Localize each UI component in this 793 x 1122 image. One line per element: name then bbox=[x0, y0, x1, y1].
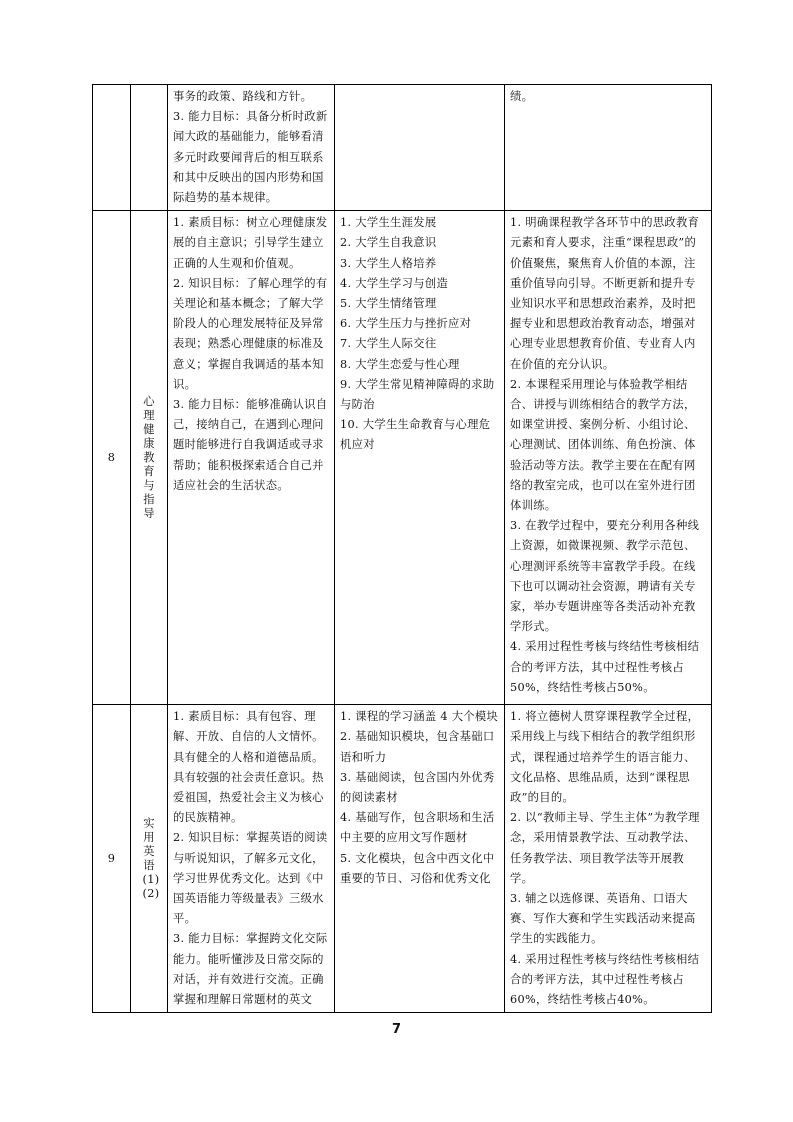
content-item: 6. 大学生压力与挫折应对 bbox=[340, 317, 472, 331]
goal-paragraph: 2. 知识目标：掌握英语的阅读与听说知识，了解多元文化，学习世界优秀文化。达到《中国英语能力等级量表》三级水平。 bbox=[173, 831, 328, 926]
requirement-paragraph: 2. 本课程采用理论与体验教学相结合、讲授与训练相结合的教学方法，如课堂讲授、案例分析、小组讨论、心理测试、团体训练、角色扮演、体验活动等方法。教学主要在在配有网络的教室完成，也可以在室外进行团体训练。 bbox=[510, 377, 696, 513]
content-item: 8. 大学生恋爱与性心理 bbox=[340, 357, 460, 371]
course-name-cell bbox=[131, 705, 168, 1013]
goal-paragraph: 3. 能力目标：掌握跨文化交际能力。能听懂涉及日常交际的对话，并有效进行交流。正确掌握和理解日常题材的英文 bbox=[173, 932, 328, 1007]
teaching-requirements-cell bbox=[505, 211, 712, 705]
content-item: 2. 基础知识模块，包含基础口语和听力 bbox=[340, 730, 495, 764]
teaching-requirements-cell bbox=[505, 705, 712, 1013]
course-number: 9 bbox=[107, 851, 116, 865]
course-number-cell bbox=[93, 705, 131, 1013]
page-number: 7 bbox=[391, 1022, 402, 1037]
goal-paragraph: 1. 素质目标：树立心理健康发展的自主意识；引导学生建立正确的人生观和价值观。 bbox=[173, 216, 328, 270]
course-table-body bbox=[93, 85, 712, 1013]
course-content-cell bbox=[335, 705, 505, 1013]
course-goals-cell bbox=[168, 211, 335, 705]
content-item: 3. 基础阅读，包含国内外优秀的阅读素材 bbox=[340, 770, 495, 805]
goal-paragraph: 1. 素质目标：具有包容、理解、开放、自信的人文情怀。具有健全的人格和道德品质。具有较强的社会责任意识。热爱祖国，热爱社会主义为核心的民族精神。 bbox=[173, 710, 324, 825]
requirement-paragraph: 4. 采用过程性考核与终结性考核相结合的考评方法，其中过程性考核占50%，终结性考核占50%。 bbox=[510, 640, 700, 694]
course-number-cell bbox=[93, 211, 131, 705]
goal-paragraph: 2. 知识目标：了解心理学的有关理论和基本概念；了解大学阶段人的心理发展特征及异常表现；熟悉心理健康的标准及意义；掌握自我调适的基本知识。 bbox=[173, 276, 328, 391]
course-name: 实用英语(1)(2) bbox=[142, 816, 160, 900]
course-goals-cell bbox=[168, 705, 335, 1013]
course-number: 8 bbox=[107, 450, 116, 464]
content-item: 9. 大学生常见精神障碍的求助与防治 bbox=[340, 377, 495, 412]
course-name: 心理健康教育与指导 bbox=[143, 394, 155, 520]
course-content-cell bbox=[335, 211, 505, 705]
requirement-paragraph: 3. 辅之以选修课、英语角、口语大赛、写作大赛和学生实践活动来提高学生的实践能力。 bbox=[510, 892, 696, 946]
content-item: 3. 大学生人格培养 bbox=[340, 256, 437, 270]
table-row bbox=[93, 85, 712, 211]
content-item: 5. 大学生情绪管理 bbox=[340, 297, 437, 311]
content-item: 7. 大学生人际交往 bbox=[340, 337, 437, 351]
course-name-cell bbox=[131, 85, 168, 211]
goal-paragraph: 3. 能力目标：能够准确认识自己，接纳自己，在遇到心理问题时能够进行自我调适或寻求帮助；能积极探索适合自己并适应社会的生活状态。 bbox=[173, 398, 328, 492]
requirement-paragraph: 4. 采用过程性考核与终结性考核相结合的考评方法，其中过程性考核占60%，终结性考核占40%。 bbox=[510, 952, 700, 1007]
table-row bbox=[93, 705, 712, 1013]
content-item: 1. 大学生生涯发展 bbox=[340, 216, 437, 230]
table-row bbox=[93, 211, 712, 705]
requirement-paragraph: 1. 明确课程教学各环节中的思政教育元素和育人要求，注重“课程思政”的价值聚焦，聚焦育人价值的本源，注重价值导向引导。不断更新和提升专业知识水平和思想政治素养，及时把握专业和思想政治教育动态，增强对心理专业思想教育价值、专业育人内在价值的充分认识。 bbox=[510, 216, 700, 371]
course-table bbox=[92, 84, 712, 1013]
content-item: 4. 大学生学习与创造 bbox=[340, 276, 449, 290]
requirement-paragraph: 2. 以“教师主导、学生主体”为教学理念，采用情景教学法、互动教学法、任务教学法、项目教学法等开展教学。 bbox=[510, 811, 700, 885]
goal-paragraph: 3. 能力目标：具备分析时政新闻大政的基础能力，能够看清多元时政要闻背后的相互联系和其中反映出的国内形势和国际趋势的基本规律。 bbox=[173, 110, 328, 205]
course-number-cell bbox=[93, 85, 131, 211]
course-goals-cell bbox=[168, 85, 335, 211]
course-name-cell bbox=[131, 211, 168, 705]
requirement-paragraph: 3. 在教学过程中，要充分利用各种线上资源，如微课视频、教学示范包、心理测评系统等丰富教学手段。在线下也可以调动社会资源，聘请有关专家，举办专题讲座等各类活动补充教学形式。 bbox=[510, 519, 700, 634]
content-item: 1. 课程的学习涵盖 4 大个模块 bbox=[340, 710, 499, 724]
content-item: 5. 文化模块，包含中西文化中重要的节日、习俗和优秀文化 bbox=[340, 851, 495, 885]
content-item: 2. 大学生自我意识 bbox=[340, 236, 437, 250]
content-item: 10. 大学生生命教育与心理危机应对 bbox=[340, 418, 491, 452]
course-content-cell bbox=[335, 85, 505, 211]
teaching-requirements-cell bbox=[505, 85, 712, 211]
requirement-paragraph: 绩。 bbox=[510, 90, 534, 103]
requirement-paragraph: 1. 将立德树人贯穿课程教学全过程，采用线上与线下相结合的教学组织形式，课程通过培养学生的语言能力、文化品格、思维品质，达到“课程思政”的目的。 bbox=[510, 710, 700, 805]
goal-paragraph: 事务的政策、路线和方针。 bbox=[173, 90, 313, 103]
content-item: 4. 基础写作，包含职场和生活中主要的应用文写作题材 bbox=[340, 811, 495, 845]
